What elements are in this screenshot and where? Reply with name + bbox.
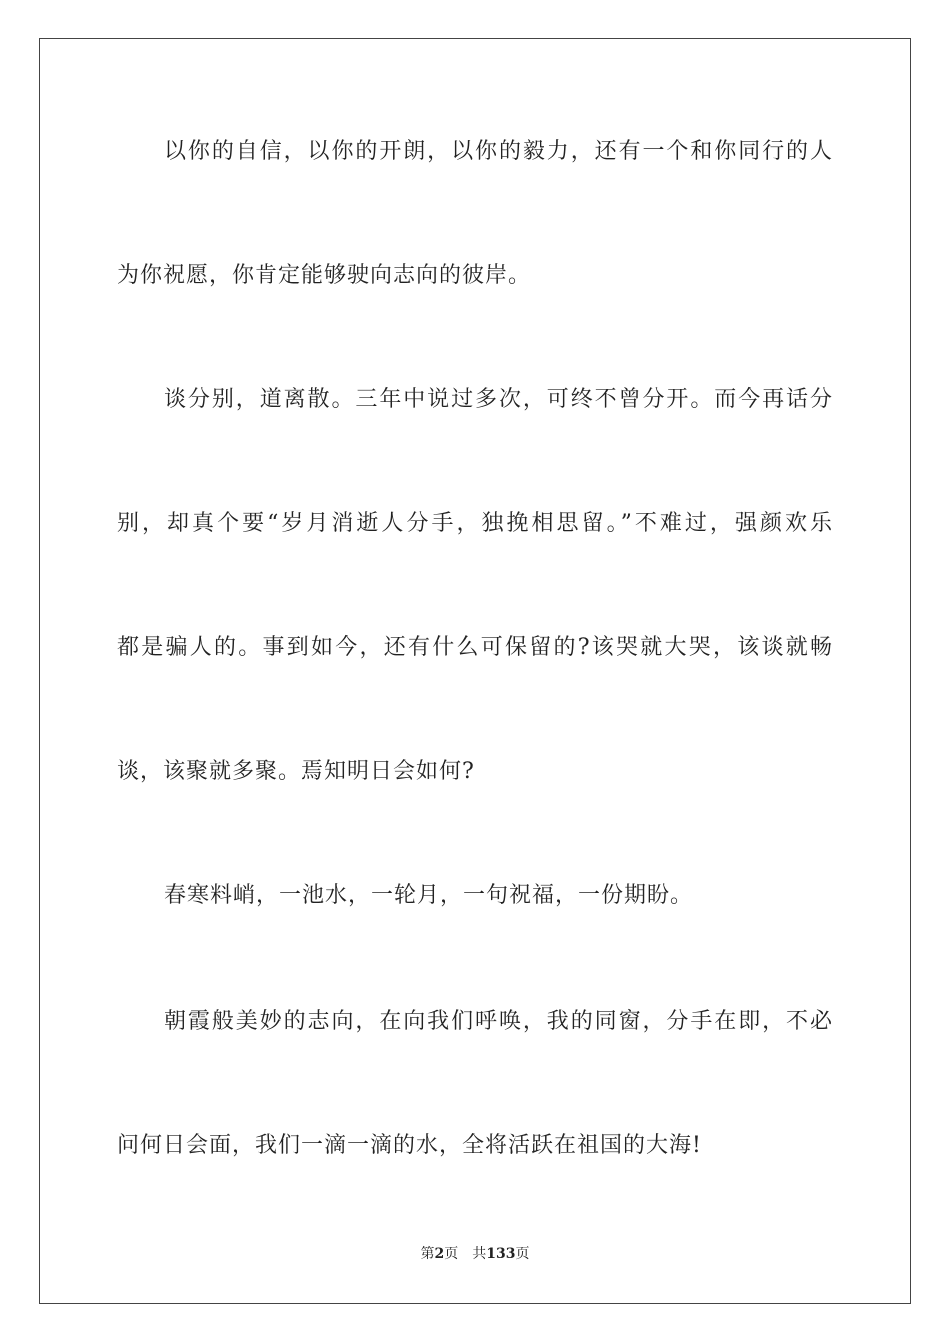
page-prefix: 第	[420, 1246, 435, 1262]
page-border	[39, 38, 911, 1304]
paragraph-1-line-1: 以你的自信，以你的开朗，以你的毅力，还有一个和你同行的人	[164, 139, 833, 164]
total-prefix: 共	[472, 1246, 487, 1262]
total-suffix: 页	[515, 1246, 530, 1262]
paragraph-4-line-1: 朝霞般美妙的志向，在向我们呼唤，我的同窗，分手在即，不必	[164, 1009, 833, 1034]
paragraph-2-line-4: 谈，该聚就多聚。焉知明日会如何?	[117, 759, 475, 784]
paragraph-2-line-3: 都是骗人的。事到如今，还有什么可保留的?该哭就大哭，该谈就畅	[117, 635, 833, 660]
paragraph-2-line-1: 谈分别，道离散。三年中说过多次，可终不曾分开。而今再话分	[164, 387, 833, 412]
page-suffix: 页	[444, 1246, 459, 1262]
paragraph-2-line-2: 别，却真个要“岁月消逝人分手，独挽相思留。”不难过，强颜欢乐	[117, 511, 833, 536]
page-number: 2	[434, 1246, 445, 1262]
paragraph-4-line-2: 问何日会面，我们一滴一滴的水，全将活跃在祖国的大海!	[117, 1133, 702, 1158]
total-pages: 133	[486, 1246, 516, 1262]
paragraph-3-line-1: 春寒料峭，一池水，一轮月，一句祝福，一份期盼。	[164, 883, 694, 908]
page-footer	[0, 1244, 950, 1264]
paragraph-1-line-2: 为你祝愿，你肯定能够驶向志向的彼岸。	[117, 263, 532, 288]
